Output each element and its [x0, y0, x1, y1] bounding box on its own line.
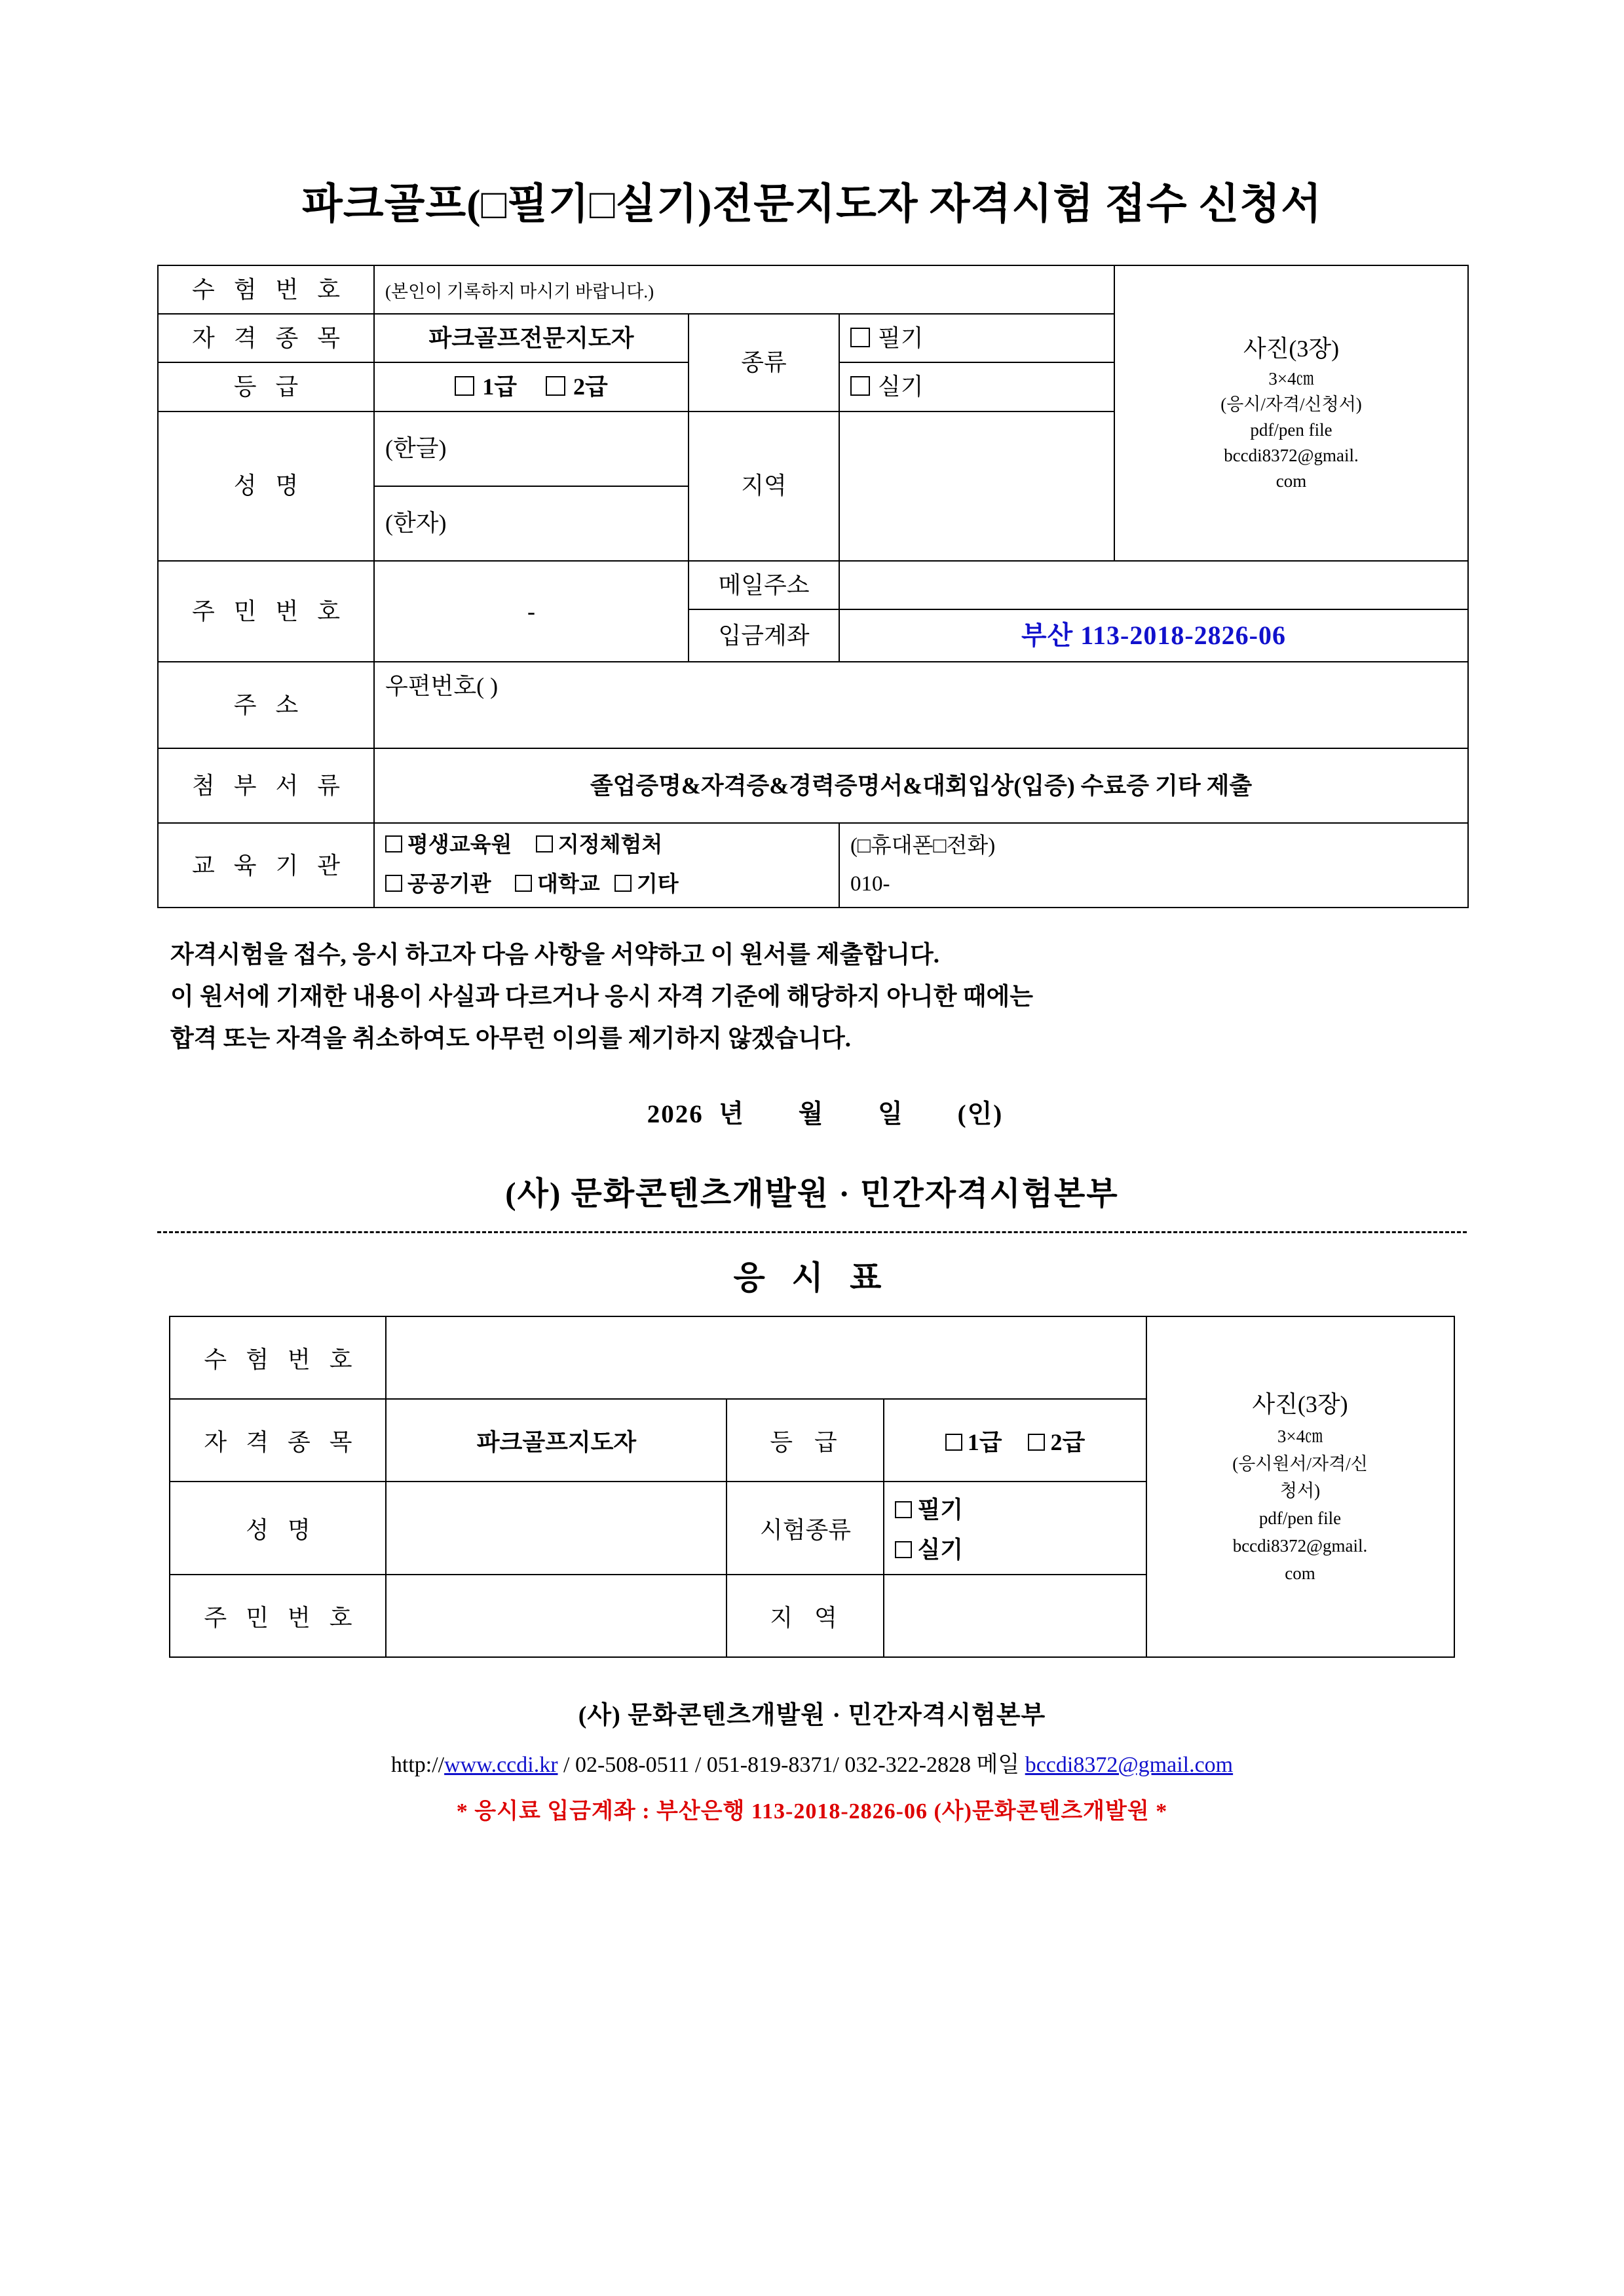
adm-photo-line-7: com — [1285, 1563, 1315, 1583]
checkbox-icon[interactable] — [455, 376, 474, 396]
footer — [157, 1694, 1467, 1825]
email-field[interactable] — [839, 561, 1468, 609]
footer-phones: / 02-508-0511 / 051-819-8371/ 032-322-2828 메일 — [557, 1753, 1025, 1778]
adm-photo-line-2: 3×4㎝ — [1277, 1426, 1323, 1446]
exam-no-note: (본인이 기록하지 마시기 바랍니다.) — [385, 282, 654, 301]
attachment-label: 첨 부 서 류 — [158, 748, 374, 823]
adm-name-field[interactable] — [386, 1482, 727, 1575]
adm-cert-subject-label: 자 격 종 목 — [170, 1399, 386, 1482]
grade-options[interactable] — [374, 362, 689, 411]
adm-grade-label: 등 급 — [727, 1399, 884, 1482]
adm-photo-line-5: pdf/pen file — [1258, 1508, 1342, 1529]
adm-name-label: 성 명 — [170, 1482, 386, 1575]
address-label: 주 소 — [158, 662, 374, 748]
edu-opt-public: 공공기관 — [407, 872, 491, 896]
checkbox-icon[interactable] — [895, 1501, 912, 1518]
adm-grade-1-label: 1급 — [967, 1428, 1002, 1455]
exam-no-label: 수 험 번 호 — [158, 265, 374, 314]
checkbox-icon[interactable] — [895, 1541, 912, 1558]
edu-org-options-line1[interactable] — [385, 830, 828, 862]
checkbox-icon[interactable] — [385, 875, 402, 892]
kind-practical-label: 실기 — [878, 373, 924, 400]
checkbox-icon[interactable] — [1028, 1434, 1045, 1451]
exam-no-field[interactable] — [374, 265, 1114, 314]
photo-line-3: (응시/자격/신청서) — [1220, 394, 1362, 414]
grade-option-1-label: 1급 — [482, 373, 517, 400]
application-form-table — [157, 265, 1469, 908]
adm-exam-no-field[interactable] — [386, 1316, 1146, 1399]
checkbox-icon[interactable] — [945, 1434, 962, 1451]
edu-org-label: 교 육 기 관 — [158, 823, 374, 908]
date-year-unit: 년 — [719, 1100, 745, 1129]
checkbox-icon[interactable] — [614, 875, 632, 892]
adm-grade-2-label: 2급 — [1050, 1428, 1086, 1455]
name-hangul-field[interactable] — [374, 411, 689, 486]
name-hanja-field[interactable] — [374, 486, 689, 561]
kind-written-label: 필기 — [878, 325, 924, 352]
photo-line-2: 3×4㎝ — [1268, 368, 1314, 389]
edu-opt-designated: 지정체험처 — [557, 833, 663, 857]
photo-line-1: 사진(3장) — [1243, 335, 1340, 362]
edu-opt-lifelong: 평생교육원 — [407, 833, 512, 857]
adm-cert-subject-value: 파크골프지도자 — [386, 1399, 727, 1482]
adm-photo-line-6: bccdi8372@gmail. — [1232, 1536, 1368, 1556]
date-year: 2026 — [647, 1100, 704, 1129]
grade-label: 등 급 — [158, 362, 374, 411]
edu-org-options-line2[interactable] — [385, 870, 828, 901]
table-row — [170, 1316, 1454, 1399]
adm-kind-written[interactable] — [895, 1491, 1135, 1525]
email-label: 메일주소 — [689, 561, 839, 609]
rrn-label: 주 민 번 호 — [158, 561, 374, 662]
website-link[interactable]: www.ccdi.kr — [444, 1753, 558, 1778]
adm-region-label: 지 역 — [727, 1575, 884, 1657]
table-row — [158, 561, 1468, 609]
admission-title: 응 시 표 — [733, 1259, 891, 1297]
edu-org-options[interactable] — [374, 823, 839, 908]
photo-line-5: bccdi8372@gmail. — [1224, 445, 1359, 465]
email-link[interactable]: bccdi8372@gmail.com — [1025, 1753, 1234, 1778]
adm-region-field[interactable] — [884, 1575, 1146, 1657]
name-hanja-label: (한자) — [385, 510, 447, 537]
adm-kind-practical[interactable] — [895, 1531, 1135, 1565]
region-label: 지역 — [689, 411, 839, 561]
edu-opt-etc: 기타 — [636, 872, 679, 896]
checkbox-icon[interactable] — [850, 376, 870, 396]
pledge-line-1: 자격시험을 접수, 응시 하고자 다음 사항을 서약하고 이 원서를 제출합니다. — [170, 942, 940, 969]
photo-line-4: pdf/pen file — [1250, 419, 1332, 440]
page-title: 파크골프(□필기□실기)전문지도자 자격시험 접수 신청서 — [301, 181, 1323, 227]
name-label: 성 명 — [158, 411, 374, 561]
table-row — [158, 662, 1468, 748]
footer-fee-notice: * 응시료 입금계좌 : 부산은행 113-2018-2826-06 (사)문화콘텐츠개발원 * — [456, 1799, 1168, 1824]
adm-kind-practical-label: 실기 — [917, 1537, 964, 1563]
adm-exam-kind-options[interactable] — [884, 1482, 1146, 1575]
account-number: 부산 113-2018-2826-06 — [1021, 620, 1287, 650]
photo-box — [1114, 265, 1468, 561]
adm-exam-kind-label: 시험종류 — [727, 1482, 884, 1575]
table-row — [158, 265, 1468, 314]
checkbox-icon[interactable] — [385, 835, 402, 852]
cert-subject-value: 파크골프전문지도자 — [374, 314, 689, 362]
account-label: 입금계좌 — [689, 609, 839, 662]
table-row — [158, 748, 1468, 823]
adm-photo-line-4: 청서) — [1279, 1481, 1321, 1501]
postal-code-label: 우편번호( ) — [385, 672, 499, 699]
footer-url-prefix: http:// — [390, 1753, 445, 1778]
checkbox-icon[interactable] — [850, 328, 870, 347]
date-month-unit: 월 — [798, 1100, 825, 1129]
adm-photo-box — [1146, 1316, 1454, 1657]
contact-cell[interactable] — [839, 823, 1468, 908]
adm-exam-no-label: 수 험 번 호 — [170, 1316, 386, 1399]
attachment-value: 졸업증명&자격증&경력증명서&대회입상(입증) 수료증 기타 제출 — [374, 748, 1468, 823]
footer-contact — [157, 1746, 1467, 1778]
adm-grade-options[interactable] — [884, 1399, 1146, 1482]
rrn-field[interactable]: - — [374, 561, 689, 662]
grade-option-2-label: 2급 — [573, 373, 608, 400]
adm-photo-line-3: (응시원서/자격/신 — [1232, 1453, 1368, 1474]
kind-option-practical[interactable] — [839, 362, 1114, 411]
region-field[interactable] — [839, 411, 1114, 561]
admission-table — [169, 1316, 1454, 1658]
pledge-line-2: 이 원서에 기재한 내용이 사실과 다르거나 응시 자격 기준에 해당하지 아니한 때에는 — [170, 984, 1033, 1011]
table-row — [158, 823, 1468, 908]
address-field[interactable] — [374, 662, 1468, 748]
name-hangul-label: (한글) — [385, 435, 447, 462]
adm-kind-written-label: 필기 — [917, 1497, 964, 1523]
organization-line: (사) 문화콘텐츠개발원 · 민간자격시험본부 — [505, 1176, 1119, 1212]
adm-photo-line-1: 사진(3장) — [1252, 1390, 1348, 1417]
adm-rrn-field[interactable] — [386, 1575, 727, 1657]
pledge-text — [170, 934, 1467, 1060]
adm-rrn-label: 주 민 번 호 — [170, 1575, 386, 1657]
contact-value[interactable]: 010- — [850, 871, 890, 896]
pledge-line-3: 합격 또는 자격을 취소하여도 아무런 이의를 제기하지 않겠습니다. — [170, 1025, 852, 1052]
seal-mark: (인) — [957, 1100, 1004, 1129]
contact-kind: (□휴대폰□전화) — [850, 833, 996, 858]
kind-label: 종류 — [689, 314, 839, 411]
checkbox-icon[interactable] — [515, 875, 532, 892]
date-day-unit: 일 — [878, 1100, 904, 1129]
checkbox-icon[interactable] — [546, 376, 565, 396]
cert-subject-label: 자 격 종 목 — [158, 314, 374, 362]
checkbox-icon[interactable] — [536, 835, 553, 852]
account-value — [839, 609, 1468, 662]
date-line — [157, 1094, 1467, 1130]
divider — [157, 1231, 1467, 1233]
photo-line-6: com — [1275, 471, 1307, 491]
kind-option-written[interactable] — [839, 314, 1114, 362]
footer-organization: (사) 문화콘텐츠개발원 · 민간자격시험본부 — [578, 1702, 1046, 1730]
edu-opt-university: 대학교 — [537, 872, 600, 896]
